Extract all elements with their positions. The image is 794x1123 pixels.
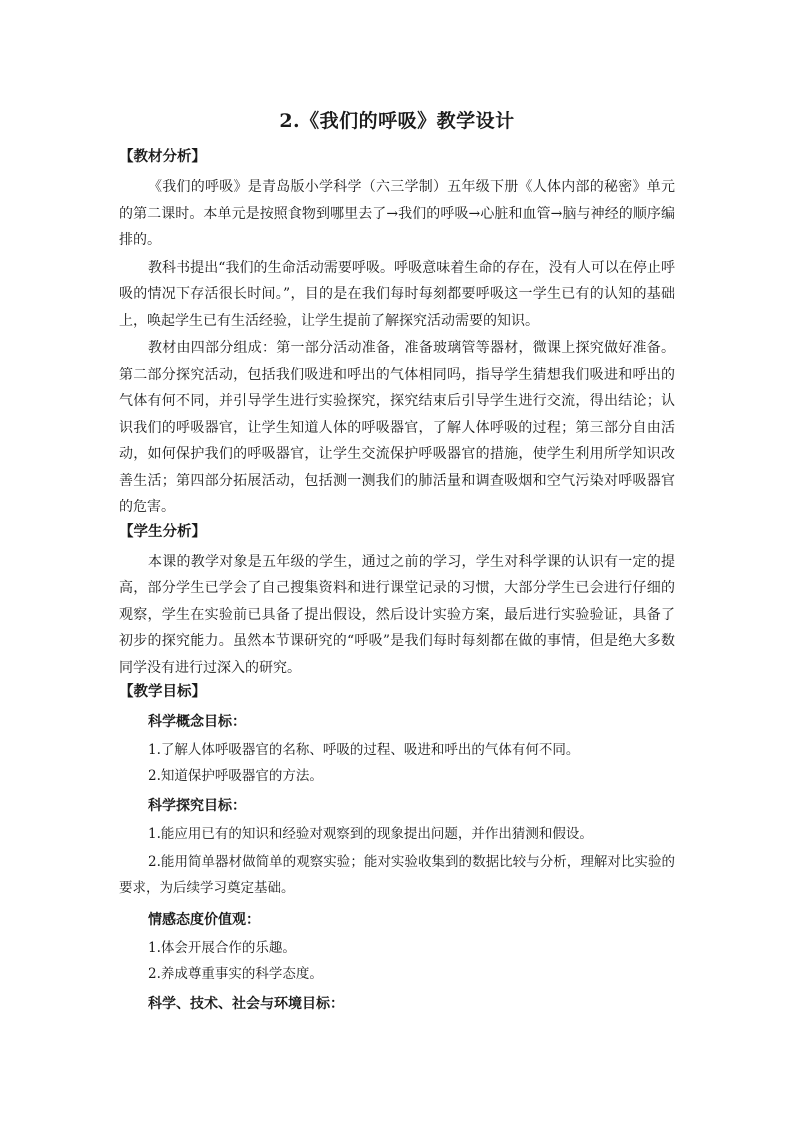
document-body	[119, 146, 675, 1021]
subheading-stse-goals: 科学、技术、社会与环境目标：	[148, 996, 344, 1012]
paragraph: 本课的教学对象是五年级的学生，通过之前的学习，学生对科学课的认识有一定的提高，部分学生已学会了自己搜集资料和进行课堂记录的习惯，大部分学生已会进行仔细的观察，学生在实验前已具备了提出假设，然后设计实验方案，最后进行实验验证，具备了初步的探究能力。虽然本节课研究的“呼吸”是我们每时每刻都在做的事情，但是绝大多数同学没有进行过深入的研究。	[119, 553, 675, 676]
subheading-concept-goals: 科学概念目标：	[148, 714, 246, 730]
section-heading-student-analysis: 【学生分析】	[119, 522, 206, 540]
section-heading-teaching-goals: 【教学目标】	[119, 683, 206, 700]
subheading-inquiry-goals: 科学探究目标：	[148, 798, 246, 814]
goal-item: 1.能应用已有的知识和经验对观察到的现象提出问题，并作出猜测和假设。	[148, 826, 593, 842]
goal-item: 1.了解人体呼吸器官的名称、呼吸的过程、吸进和呼出的气体有何不同。	[148, 742, 580, 758]
paragraph: 教科书提出“我们的生命活动需要呼吸。呼吸意味着生命的存在，没有人可以在停止呼吸的情况下存活很长时间。”，目的是在我们每时每刻都要呼吸这一学生已有的认知的基础上，唤起学生已有生活经验，让学生提前了解探究活动需要的知识。	[119, 259, 675, 329]
document-title: 2.《我们的呼吸》教学设计	[279, 110, 515, 132]
goal-item: 2.知道保护呼吸器官的方法。	[148, 768, 323, 784]
goal-item: 2.能用简单器材做简单的观察实验；能对实验收集到的数据比较与分析，理解对比实验的要求，为后续学习奠定基础。	[119, 854, 675, 896]
paragraph: 《我们的呼吸》是青岛版小学科学（六三学制）五年级下册《人体内部的秘密》单元的第二课时。本单元是按照食物到哪里去了→我们的呼吸→心脏和血管→脑与神经的顺序编排的。	[119, 179, 675, 248]
goal-item: 2.养成尊重事实的科学态度。	[148, 966, 323, 982]
section-heading-material-analysis: 【教材分析】	[119, 148, 206, 165]
subheading-attitude-goals: 情感态度价值观：	[148, 912, 260, 928]
goal-item: 1.体会开展合作的乐趣。	[148, 940, 296, 956]
paragraph: 教材由四部分组成：第一部分活动准备，准备玻璃管等器材，微课上探究做好准备。第二部分探究活动，包括我们吸进和呼出的气体相同吗，指导学生猜想我们吸进和呼出的气体有何不同，并引导学生进行实验探究，探究结束后引导学生进行交流，得出结论；认识我们的呼吸器官，让学生知道人体的呼吸器官，了解人体呼吸的过程；第三部分自由活动，如何保护我们的呼吸器官，让学生交流保护呼吸器官的措施，使学生利用所学知识改善生活；第四部分拓展活动，包括测一测我们的肺活量和调查吸烟和空气污染对呼吸器官的危害。	[119, 340, 675, 515]
